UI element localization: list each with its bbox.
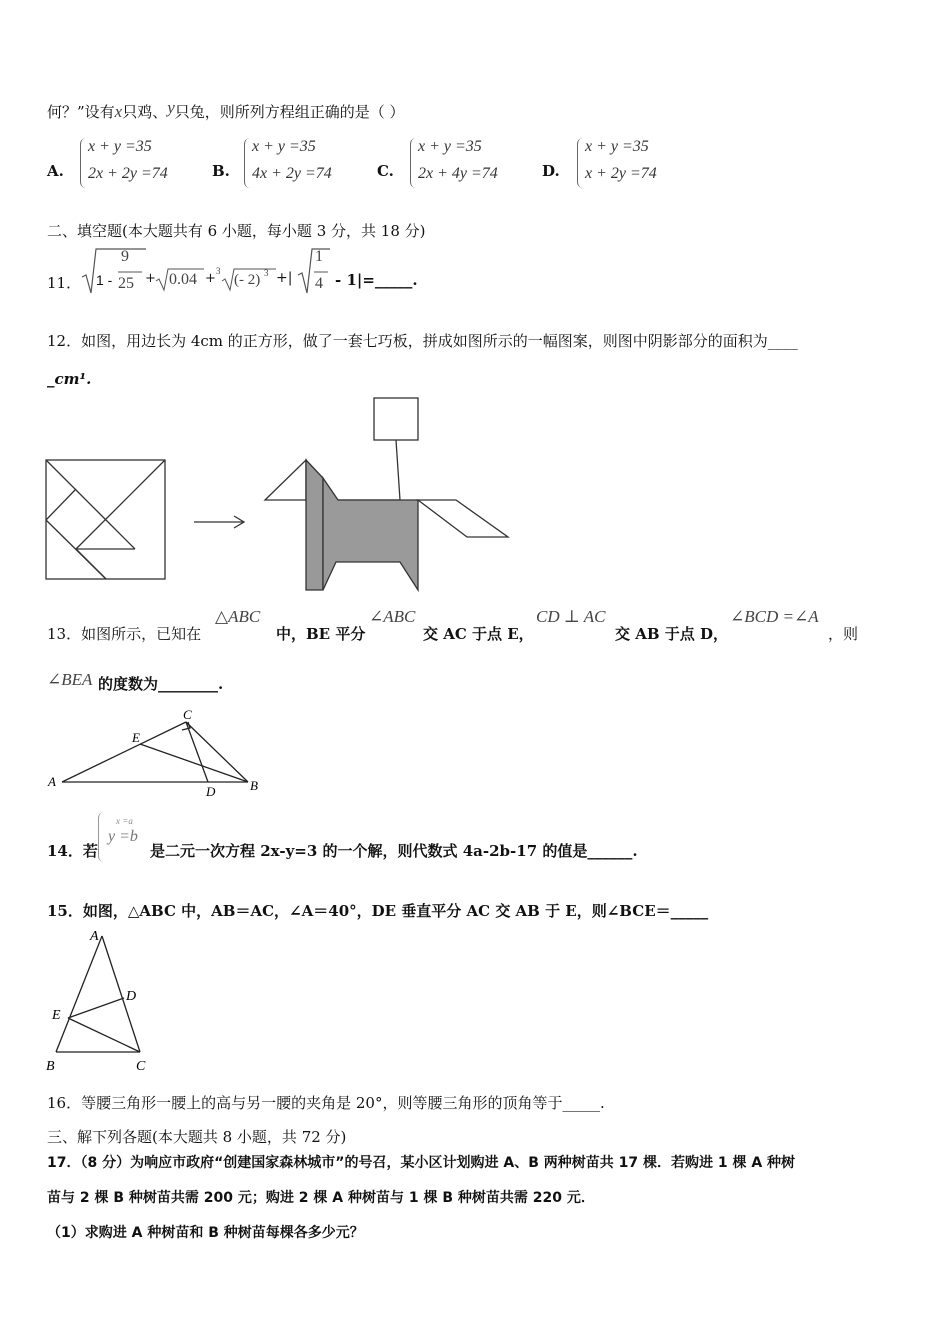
q14-tail: 是二元一次方程 2x-y=3 的一个解，则代数式 4a-2b-17 的值是______. [150,842,638,860]
q12-line2: _cm¹. [47,370,92,388]
option-d-eq2: x + 2y =74 [585,165,657,182]
q17-line1: 17．（8 分）为响应市政府“创建国家森林城市”的号召，某小区计划购进 A、B 两种树苗共 17 棵．若购进 1 棵 A 种树 [47,1155,796,1171]
shaded-piece-neck [306,460,323,590]
q15-label-b: B [46,1059,55,1074]
q13-label-d: D [206,784,216,799]
q14-sys-bottom: y =b [108,828,138,845]
q13-label-a: A [48,774,56,789]
option-a-eq1: x + y =35 [88,138,152,155]
option-c-eq1: x + y =35 [418,138,482,155]
q15-text: 15．如图，△ABC 中，AB＝AC，∠A＝40°，DE 垂直平分 AC 交 AB 于 E，则∠BCE＝_____ [47,902,709,920]
option-c-label: C. [377,162,394,180]
option-b-label: B. [212,162,230,180]
q13-math-5: ∠BEA [47,670,93,689]
shaded-piece-body [323,478,418,590]
q13-text-1: 13．如图所示，已知在 [47,625,202,643]
q15-triangle-figure [44,926,164,1076]
q11-cube-index: 3 [216,266,221,276]
q11-frac2-den: 4 [315,275,323,292]
q11-cube-exp: 3 [264,268,269,278]
q11-plus-abs: +| [276,270,293,286]
q13-math-2: ∠ABC [369,607,416,626]
q13-text-5: ，则 [828,625,859,643]
q13-math-1: △ABC [215,607,261,626]
q11-frac-num: 9 [121,248,129,265]
option-c-eq2: 2x + 4y =74 [418,165,498,182]
q15-label-c: C [136,1059,146,1074]
q13-label-e: E [132,730,140,745]
q13-text-4: 交 AB 于点 D， [615,625,728,643]
q11-cube-value: (- 2) [234,272,261,288]
q13-math-3: CD ⊥ AC [536,607,606,626]
animal-head-square [374,398,418,440]
q11-one-minus: 1 - [96,272,113,288]
tangram-animal-figure [260,396,520,596]
option-b-eq1: x + y =35 [252,138,316,155]
tangram-square-figure [44,458,168,582]
q13-math-4: ∠BCD =∠A [730,607,819,626]
q13-label-c: C [183,707,192,722]
option-a-eq2: 2x + 2y =74 [88,165,168,182]
q15-label-a: A [90,929,99,944]
section-2-title: 二、填空题(本大题共有 6 小题，每小题 3 分，共 18 分) [47,222,426,240]
q13-triangle-figure [44,704,274,804]
option-d-eq1: x + y =35 [585,138,649,155]
q14-number: 14．若 [47,842,98,860]
q11-sqrt-value: 0.04 [169,271,197,288]
option-a-brace [80,138,87,188]
option-a-label: A. [47,162,64,180]
q11-plus-2: + [205,271,216,286]
q13-text-6: 的度数为________. [98,675,224,693]
q17-sub1: （1）求购进 A 种树苗和 B 种树苗每棵各多少元？ [47,1225,364,1241]
q13-text-2: 中，BE 平分 [276,625,366,643]
q15-label-e: E [52,1008,61,1023]
q11-frac-den: 25 [118,275,134,292]
q12-line1: 12．如图，用边长为 4cm 的正方形，做了一套七巧板，拼成如图所示的一幅图案，则图中阴影部分的面积为____ [47,332,798,350]
q14-sys-top: x =a [116,816,133,826]
q10-stem: 何？”设有x只鸡、y只兔，则所列方程组正确的是（ ） [47,98,405,121]
option-b-brace [244,138,251,188]
section-3-title: 三、解下列各题(本大题共 8 小题，共 72 分) [47,1128,347,1146]
q13-text-3: 交 AC 于点 E， [423,625,534,643]
option-d-brace [577,138,584,188]
q15-label-d: D [126,989,137,1004]
animal-tail-triangle [265,460,306,500]
option-c-brace [410,138,417,188]
arrow-right-icon [192,512,248,532]
q11-number: 11． [47,274,82,292]
q14-brace [98,812,105,862]
option-b-eq2: 4x + 2y =74 [252,165,332,182]
animal-leg-parallelogram [418,500,508,537]
q11-frac2-num: 1 [315,248,323,265]
q11-tail: - 1|=_____. [335,271,418,289]
q13-label-b: B [250,778,258,793]
q17-line2: 苗与 2 棵 B 种树苗共需 200 元；购进 2 棵 A 种树苗与 1 棵 B 种树苗共需 220 元． [47,1190,595,1206]
q11-plus-1: + [145,271,156,286]
option-d-label: D. [542,162,560,180]
q16-text: 16．等腰三角形一腰上的高与另一腰的夹角是 20°，则等腰三角形的顶角等于_____. [47,1094,605,1112]
